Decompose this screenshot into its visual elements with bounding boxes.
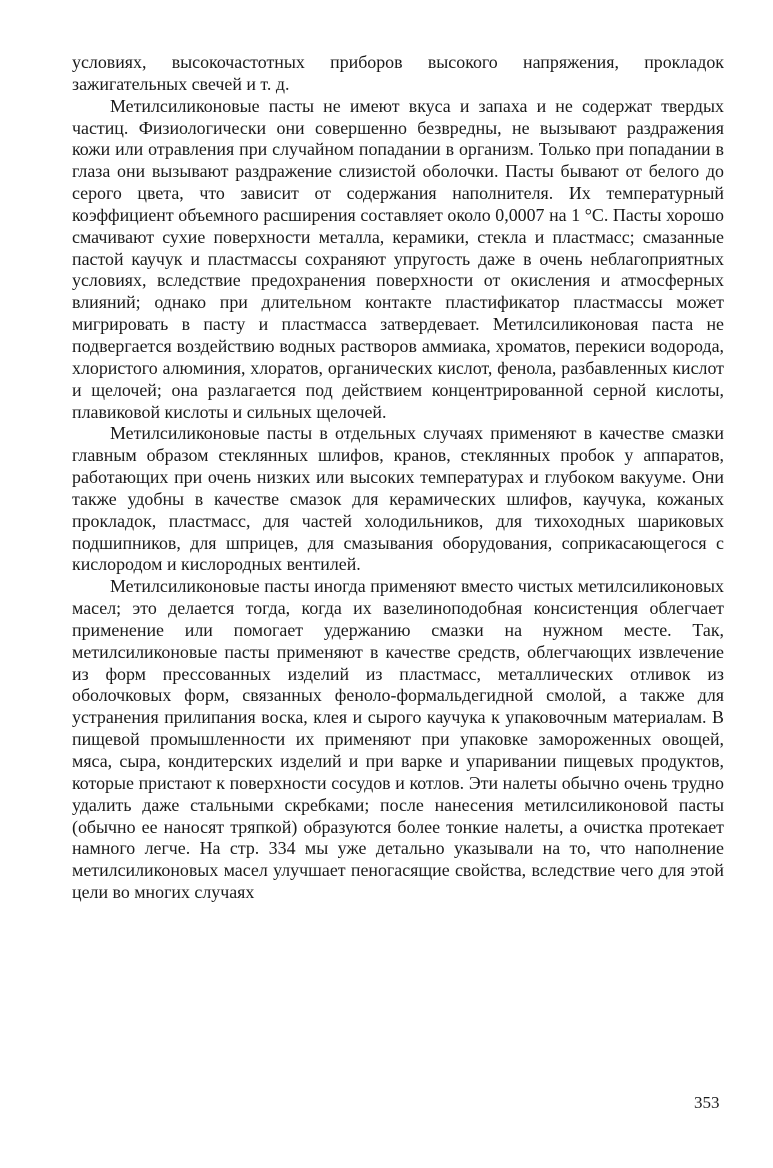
page-body [72,52,724,904]
page-number: 353 [694,1093,720,1112]
paragraph-lubrication: Метилсиликоновые пасты в отдельных случаях применяют в качестве смазки главным образом стеклянных шлифов, кранов, стеклянных пробок у аппаратов, работающих при очень низких или высоких температурах и глубоком вакууме. Они также удобны в качестве смазок для керамических шлифов, каучука, кожаных прокладок, пластмасс, для частей холодильников, для тихоходных шариковых подшипников, для шприцев, для смазывания оборудования, соприкасающегося с кислородом и кислородных вентилей. [72,423,724,575]
paragraph-properties: Метилсиликоновые пасты не имеют вкуса и запаха и не содержат твердых частиц. Физиологически они совершенно безвредны, не вызывают раздражения кожи или отравления при случайном попадании в организм. Только при попадании в глаза они вызывают раздражение слизистой оболочки. Пасты бывают от белого до серого цвета, что зависит от содержания наполнителя. Их температурный коэффициент объемного расширения составляет около 0,0007 на 1 °С. Пасты хорошо смачивают сухие поверхности металла, керамики, стекла и пластмасс; смазанные пастой каучук и пластмассы сохраняют упругость даже в очень неблагоприятных условиях, вследствие предохранения поверхности от окисления и атмосферных влияний; однако при длительном контакте пластификатор пластмассы может мигрировать в пасту и пластмасса затвердевает. Метилсиликоновая паста не подвергается воздействию водных растворов аммиака, хроматов, перекиси водорода, хлористого алюминия, хлоратов, органических кислот, фенола, разбавленных кислот и щелочей; она разлагается под действием концентрированной серной кислоты, плавиковой кислоты и сильных щелочей. [72,95,724,422]
paragraph-applications: Метилсиликоновые пасты иногда применяют вместо чистых метилсиликоновых масел; это делается тогда, когда их вазелиноподобная консистенция облегчает применение или помогает удержанию смазки на нужном месте. Так, метилсиликоновые пасты применяют в качестве средств, облегчающих извлечение из форм прессованных изделий из пластмасс, металлических отливок из оболочковых форм, связанных феноло-формальдегидной смолой, а также для устранения прилипания воска, клея и сырого каучука к упаковочным материалам. В пищевой промышленности их применяют при упаковке замороженных овощей, мяса, сыра, кондитерских изделий и при варке и упаривании пищевых продуктов, которые пристают к поверхности сосудов и котлов. Эти налеты обычно очень трудно удалить даже стальными скребками; после нанесения метилсиликоновой пасты (обычно ее наносят тряпкой) образуются более тонкие налеты, а очистка протекает намного легче. На стр. 334 мы уже детально указывали на то, что наполнение метилсиликоновых масел улучшает пеногасящие свойства, вследствие чего для этой цели во многих случаях [72,576,724,903]
paragraph-continuation: условиях, высокочастотных приборов высокого напряжения, прокладок зажигательных свечей и т. д. [72,52,724,94]
